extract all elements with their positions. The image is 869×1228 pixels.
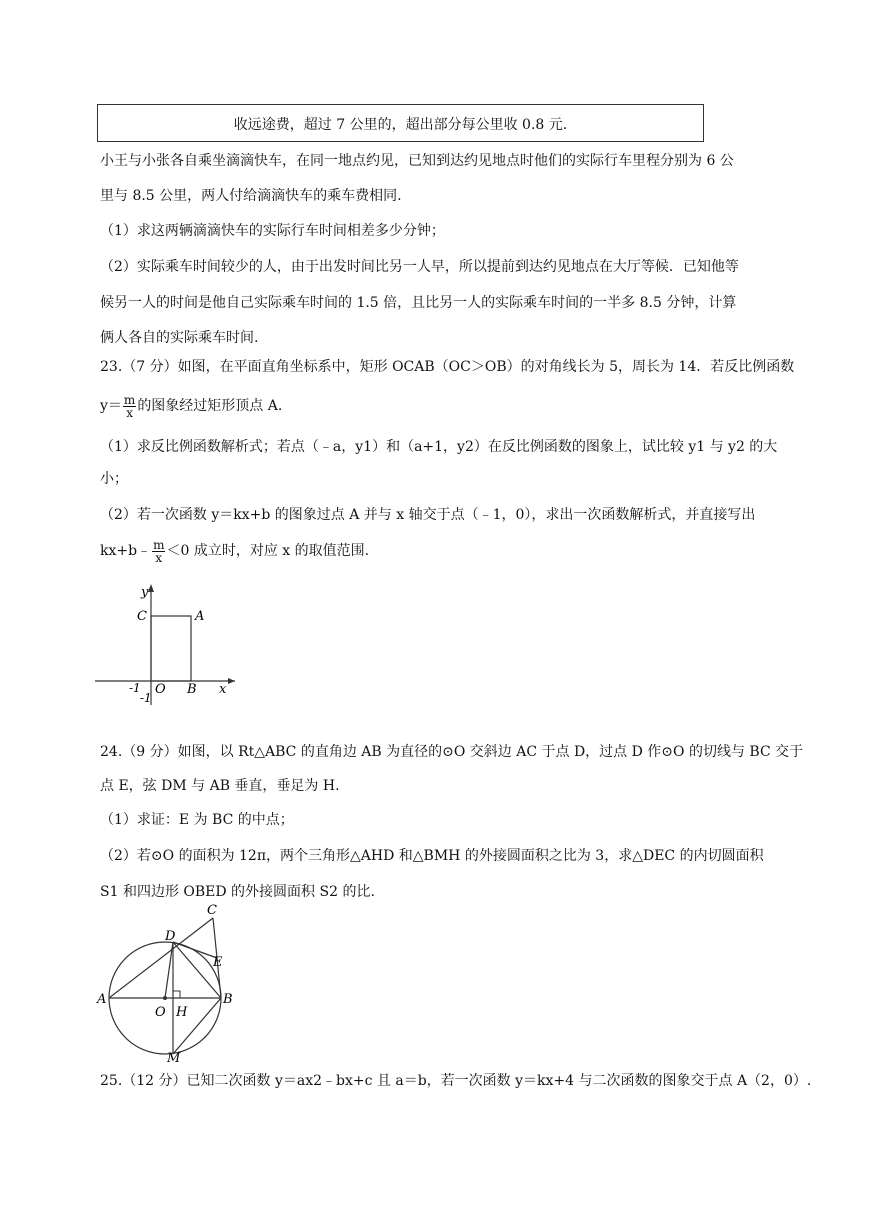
q24-fig-label-h: H: [176, 1005, 188, 1020]
q23-inequality-fraction: [152, 539, 165, 564]
q23-coordinate-figure: [95, 580, 245, 710]
q24-fig-label-m: M: [167, 1051, 181, 1062]
fare-rule-box: [97, 104, 704, 142]
q23-fig-label-neg1-y: -1: [140, 691, 152, 705]
q23-part2-line-2: [100, 537, 369, 565]
q24-part2-line-2: S1 和四边形 OBED 的外接圆面积 S2 的比.: [100, 884, 375, 900]
q22-intro-line-2: 里与 8.5 公里，两人付给滴滴快车的乘车费相同.: [100, 188, 402, 204]
q23-fig-label-c: C: [137, 609, 147, 624]
q22-part2-line-1: （2）实际乘车时间较少的人，由于出发时间比另一人早，所以提前到达约见地点在大厅等候．已知他等: [100, 259, 739, 275]
q24-fig-label-c: C: [207, 903, 217, 918]
q23-inequality-left: kx+b﹣: [100, 543, 152, 559]
q23-fig-label-neg1-x: -1: [129, 681, 141, 695]
q24-part2-line-1: （2）若⊙O 的面积为 12π，两个三角形△AHD 和△BMH 的外接圆面积之比为 3，求△DEC 的内切圆面积: [100, 848, 764, 864]
q24-fig-label-d: D: [165, 929, 176, 944]
q24-fig-label-a: A: [97, 992, 107, 1007]
q22-part2-line-2: 候另一人的时间是他自己实际乘车时间的 1.5 倍，且比另一人的实际乘车时间的一半多 8.5 分钟，计算: [100, 295, 737, 311]
q23-fn-denominator: x: [126, 405, 133, 420]
q22-intro-line-1: 小王与小张各自乘坐滴滴快车，在同一地点约见，已知到达约见地点时他们的实际行车里程分别为 6 公: [100, 153, 734, 169]
q23-fig-label-a: A: [195, 609, 205, 624]
q23-fig-label-b: B: [187, 682, 197, 697]
q24-fig-label-b: B: [223, 992, 233, 1007]
q23-part2-line-1: （2）若一次函数 y＝kx+b 的图象过点 A 并与 x 轴交于点（﹣1，0），求出一次函数解析式，并直接写出: [100, 507, 756, 523]
q23-fn-y: y＝: [100, 398, 122, 414]
q25-heading: 25.（12 分）已知二次函数 y＝ax2﹣bx+c 且 a＝b，若一次函数 y＝kx+4 与二次函数的图象交于点 A（2，0）.: [100, 1073, 812, 1089]
q24-part1: （1）求证：E 为 BC 的中点；: [100, 812, 294, 828]
q23-heading: 23.（7 分）如图，在平面直角坐标系中，矩形 OCAB（OC＞OB）的对角线长为 5，周长为 14．若反比例函数: [100, 359, 795, 375]
q22-part2-line-3: 俩人各自的实际乘车时间.: [100, 330, 259, 346]
q24-heading-line-1: 24.（9 分）如图，以 Rt△ABC 的直角边 AB 为直径的⊙O 交斜边 AC 于点 D，过点 D 作⊙O 的切线与 BC 交于: [100, 744, 804, 760]
q23-inequality-right: ＜0 成立时，对应 x 的取值范围.: [166, 543, 370, 559]
q23-ineq-numerator: m: [153, 537, 165, 552]
q23-part1-line-2: 小；: [100, 471, 128, 487]
q23-fn-rest: 的图象经过矩形顶点 A.: [137, 398, 283, 414]
q24-heading-line-2: 点 E，弦 DM 与 AB 垂直，垂足为 H.: [100, 778, 340, 794]
q23-fig-label-y: y: [141, 585, 149, 600]
q23-part1-line-1: （1）求反比例函数解析式；若点（﹣a，y1）和（a+1，y2）在反比例函数的图象上，试比较 y1 与 y2 的大: [100, 439, 778, 455]
q23-function-line: [100, 392, 282, 420]
q23-fig-label-o: O: [155, 682, 166, 697]
q22-part1: （1）求这两辆滴滴快车的实际行车时间相差多少分钟；: [100, 223, 445, 239]
q23-fn-numerator: m: [123, 392, 136, 407]
q24-fig-label-o: O: [155, 1005, 166, 1020]
q24-circle-figure: [95, 902, 245, 1062]
q23-ineq-denominator: x: [155, 550, 163, 565]
q23-fn-fraction: [123, 394, 136, 419]
q23-fig-label-x: x: [219, 682, 227, 697]
fare-rule-text: 收远途费，超过 7 公里的，超出部分每公里收 0.8 元.: [233, 117, 568, 133]
q24-fig-label-e: E: [213, 955, 223, 970]
